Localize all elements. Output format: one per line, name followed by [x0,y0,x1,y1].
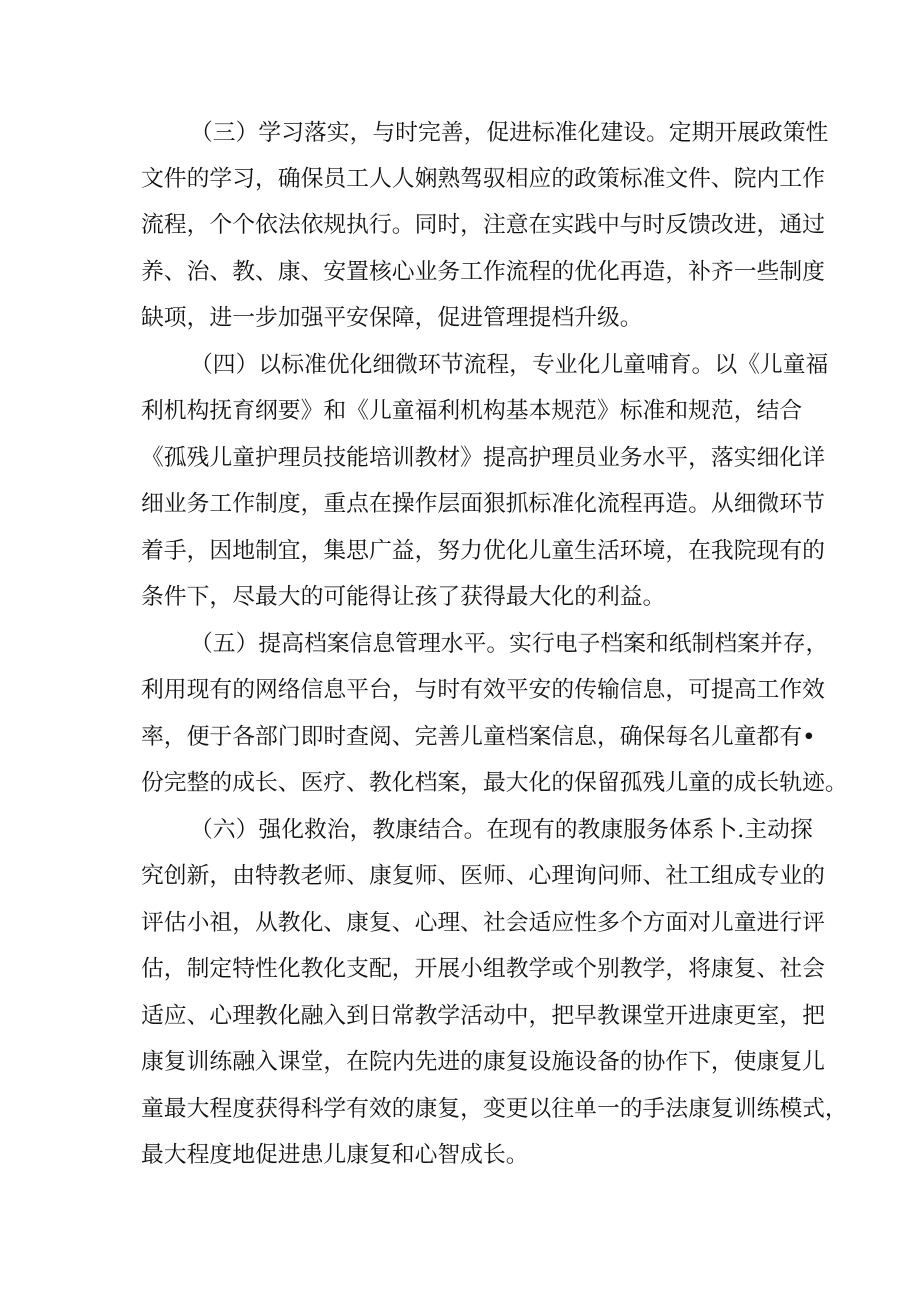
text-line: （四）以标准优化细微环节流程，专业化儿童哺育。以《儿童福 [190,352,829,378]
text-line: 估，制定特性化教化支配，开展小组教学或个别教学，将康复、社会 [141,956,825,982]
text-line: 究创新，由特教老师、康复师、医师、心理询问师、社工组成专业的 [141,863,825,889]
text-line: 评估小祖，从教化、康复、心理、社会适应性多个方面对儿童进行评 [141,910,825,936]
text-line: 适应、心理教化融入到日常教学活动中，把早教课堂开进康更室，把 [141,1003,825,1029]
text-line: 养、治、教、康、安置核心业务工作流程的优化再造，补齐一些制度 [141,259,825,285]
text-line: 份完整的成长、医疗、教化档案，最大化的保留孤残儿童的成长轨迹。 [141,770,848,796]
text-line: 着手，因地制宜，集思广益，努力优化儿童生活环境，在我院现有的 [141,538,825,564]
text-line: 康复训练融入课堂，在院内先进的康复设施设备的协作下，使康复儿 [141,1049,825,1075]
text-line: 童最大程度获得科学有效的康复，变更以往单一的手法康复训练模式， [141,1096,848,1122]
text-line: （三）学习落实，与时完善，促进标准化建设。定期开展政策性 [190,120,829,146]
text-line: 细业务工作制度，重点在操作层面狠抓标准化流程再造。从细微环节 [141,491,825,517]
text-line: 利用现有的网络信息平台，与时有效平安的传输信息，可提高工作效 [141,677,825,703]
text-line: 《孤残儿童护理员技能培训教材》提高护理员业务水平，落实细化详 [141,445,825,471]
text-line: 率，便于各部门即时查阅、完善儿童档案信息，确保每名儿童都有• [141,724,816,750]
text-line: 文件的学习，确保员工人人娴熟驾驭相应的政策标准文件、院内工作 [141,166,825,192]
text-line: （六）强化救治，教康结合。在现有的教康服务体系卜.主动探 [190,817,813,843]
text-line: 流程，个个依法依规执行。同时，注意在实践中与时反馈改进，通过 [141,212,825,238]
text-line: （五）提高档案信息管理水平。实行电子档案和纸制档案并存， [190,631,829,657]
text-line: 缺项，进一步加强平安保障，促进管理提档升级。 [141,305,643,331]
text-line: 条件下，尽最大的可能得让孩了获得最大化的利益。 [141,584,666,610]
text-line: 最大程度地促进患儿康复和心智成长。 [141,1142,529,1168]
text-line: 利机构抚育纲要》和《儿童福利机构基本规范》标准和规范，结合 [141,398,803,424]
